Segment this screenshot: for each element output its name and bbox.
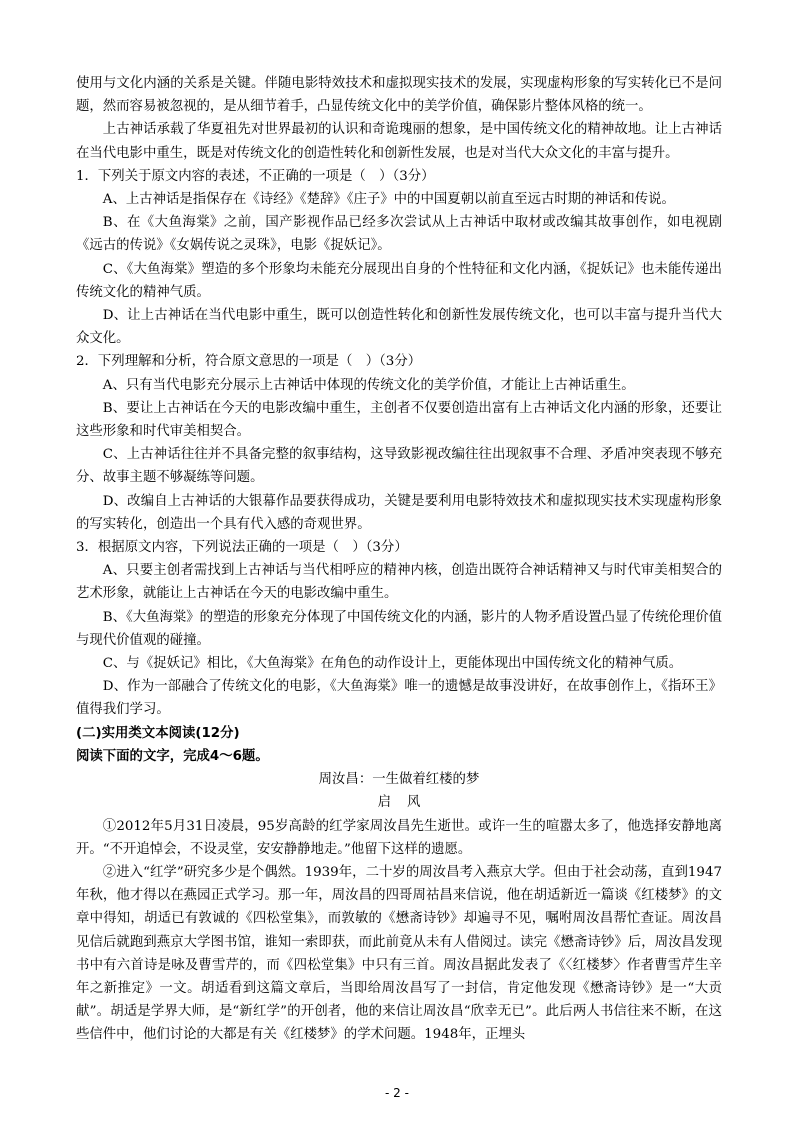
question-stem: 3．根据原文内容，下列说法正确的一项是（ ）（3分） — [76, 540, 408, 556]
question-option: A、上古神话是指保存在《诗经》《楚辞》《庄子》中的中国夏朝以前直至远古时期的神话和传说。 — [102, 192, 675, 208]
article-paragraph: ①2012年5月31日凌晨，95岁高龄的红学家周汝昌先生逝世。或许一生的喧嚣太多了，他选择安静地离开。“不开追悼会，不设灵堂，安安静静地走。”他留下这样的遗愿。 — [76, 818, 722, 857]
question-2 — [76, 350, 722, 536]
article-author: 启风 — [377, 795, 437, 811]
question-option: B、《大鱼海棠》的塑造的形象充分体现了中国传统文化的内涵，影片的人物矛盾设置凸显了传统伦理价值与现代价值观的碰撞。 — [76, 609, 722, 648]
question-3 — [76, 536, 722, 722]
question-option: A、只要主创者需找到上古神话与当代相呼应的精神内核，创造出既符合神话精神又与时代审美相契合的艺术形象，就能让上古神话在今天的电影改编中重生。 — [76, 563, 722, 602]
question-option: C、与《捉妖记》相比，《大鱼海棠》在角色的动作设计上，更能体现出中国传统文化的精神气质。 — [102, 656, 683, 672]
question-option: A、只有当代电影充分展示上古神话中体现的传统文化的美学价值，才能让上古神话重生。 — [102, 377, 635, 393]
question-stem: 1．下列关于原文内容的表述，不正确的一项是（ ）（3分） — [76, 168, 435, 184]
question-option: C、《大鱼海棠》塑造的多个形象均未能充分展现出自身的个性特征和文化内涵，《捉妖记》也未能传递出传统文化的精神气质。 — [76, 261, 722, 300]
question-1 — [76, 165, 722, 351]
section-instruction: 阅读下面的文字，完成4～6题。 — [76, 748, 269, 764]
question-option: B、要让上古神话在今天的电影改编中重生，主创者不仅要创造出富有上古神话文化内涵的形象，还要让这些形象和时代审美相契合。 — [76, 400, 722, 440]
article-paragraph: ②进入“红学”研究多少是个偶然。1939年，二十岁的周汝昌考入燕京大学。但由于社会动荡，直到1947年秋，他才得以在燕园正式学习。那一年，周汝昌的四哥周祜昌来信说，他在胡适新近一篇谈《红楼梦》的文章中得知，胡适已有敦诚的《四松堂集》，而敦敏的《懋斋诗钞》却遍寻不见，嘱咐周汝昌帮忙查证。周汝昌见信后就跑到燕京大学图书馆，谁知一索即获，而此前竟从未有人借阅过。读完《懋斋诗钞》后，周汝昌发现书中有六首诗是咏及曹雪芹的，而《四松堂集》中只有三首。周汝昌据此发表了《〈红楼梦〉作者曹雪芹生辛年之新推定》一文。胡适看到这篇文章后，当即给周汝昌写了一封信，肯定他发现《懋斋诗钞》是一“大贡献”。胡适是学界大师，是“新红学”的开创者，他的来信让周汝昌“欣幸无已”。此后两人书信往来不断，在这些信件中，他们讨论的大都是有关《红楼梦》的学术问题。1948年，正埋头 — [76, 864, 722, 1043]
question-stem: 2．下列理解和分析，符合原文意思的一项是（ ）（3分） — [76, 354, 422, 370]
question-option: D、作为一部融合了传统文化的电影，《大鱼海棠》唯一的遗憾是故事没讲好，在故事创作上，《指环王》值得我们学习。 — [76, 679, 722, 718]
intro-paragraph-2: 上古神话承载了华夏祖先对世界最初的认识和奇诡瑰丽的想象，是中国传统文化的精神故地。让上古神话在当代电影中重生，既是对传统文化的创造性转化和创新性发展，也是对当代大众文化的丰富与提升。 — [76, 122, 722, 161]
question-option: D、让上古神话在当代电影中重生，既可以创造性转化和创新性发展传统文化，也可以丰富与提升当代大众文化。 — [76, 308, 722, 347]
article-title: 周汝昌：一生做着红楼的梦 — [318, 772, 480, 788]
document-page — [76, 72, 722, 1047]
question-option: C、上古神话往往并不具备完整的叙事结构，这导致影视改编往往出现叙事不合理、矛盾冲突表现不够充分、故事主题不够凝练等问题。 — [76, 447, 722, 486]
question-option: B、在《大鱼海棠》之前，国产影视作品已经多次尝试从上古神话中取材或改编其故事创作，如电视剧《远古的传说》《女娲传说之灵珠》，电影《捉妖记》。 — [76, 215, 722, 254]
section-heading: (二)实用类文本阅读(12分) — [76, 725, 240, 741]
intro-paragraph-1: 使用与文化内涵的关系是关键。伴随电影特效技术和虚拟现实技术的发展，实现虚构形象的写实转化已不是问题，然而容易被忽视的，是从细节着手，凸显传统文化中的美学价值，确保影片整体风格的统一。 — [76, 76, 722, 115]
question-option: D、改编自上古神话的大银幕作品要获得成功，关键是要利用电影特效技术和虚拟现实技术实现虚构形象的写实转化，创造出一个具有代入感的奇观世界。 — [76, 493, 722, 532]
page-number: - 2 - — [385, 1086, 409, 1100]
